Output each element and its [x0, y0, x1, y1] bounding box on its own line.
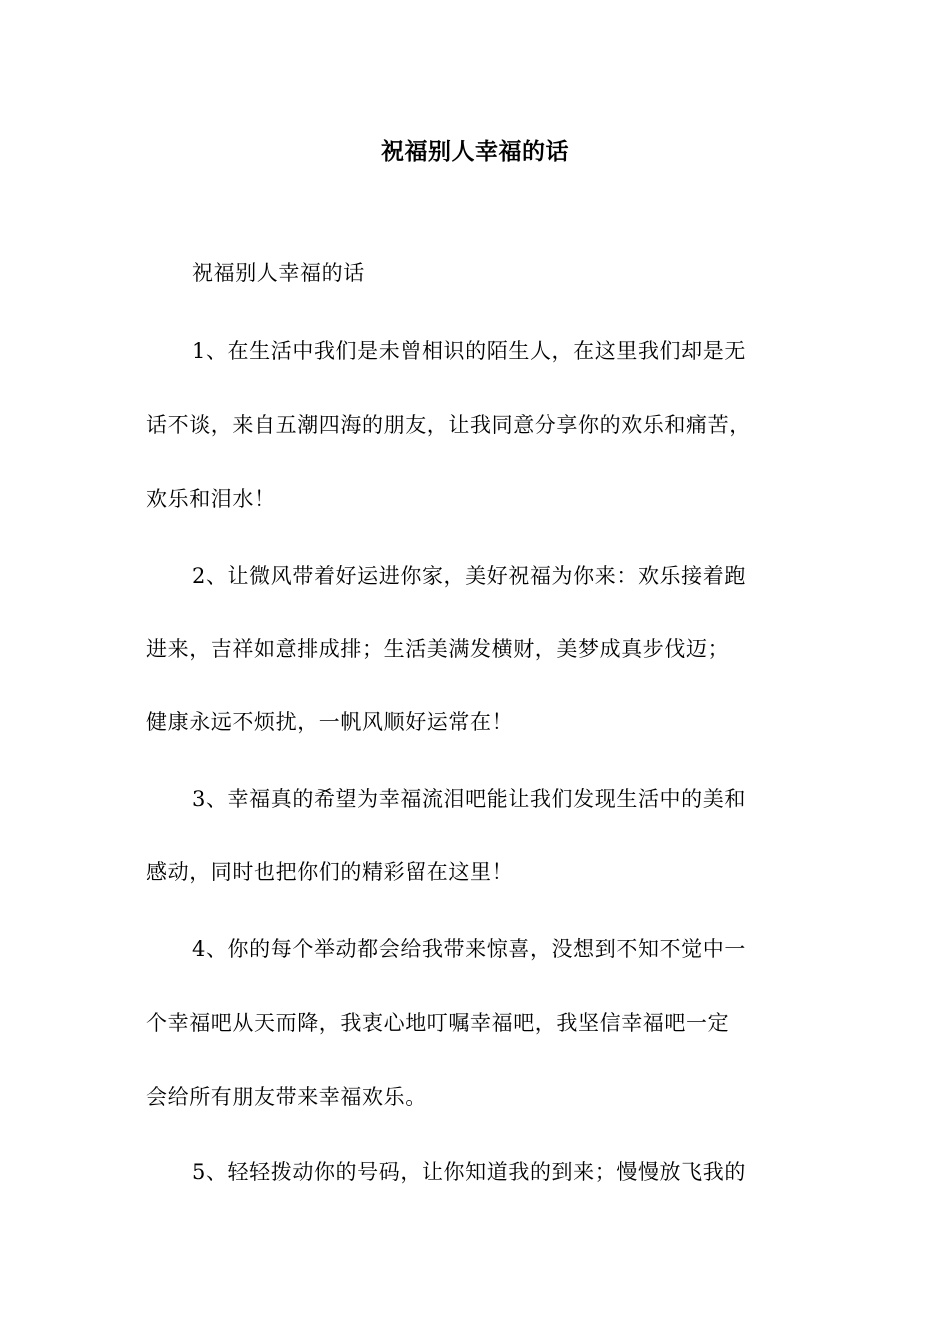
paragraph-line: 欢乐和泪水！ — [146, 487, 276, 511]
paragraph-line: 2、让微风带着好运进你家，美好祝福为你来：欢乐接着跑 — [192, 564, 746, 588]
paragraph-line: 个幸福吧从天而降，我衷心地叮嘱幸福吧，我坚信幸福吧一定 — [146, 1011, 730, 1035]
paragraph-line: 进来，吉祥如意排成排；生活美满发横财，美梦成真步伐迈； — [146, 637, 730, 661]
paragraph-line: 3、幸福真的希望为幸福流泪吧能让我们发现生活中的美和 — [192, 787, 746, 811]
document-title: 祝福别人幸福的话 — [381, 139, 569, 165]
paragraph-line: 4、你的每个举动都会给我带来惊喜，没想到不知不觉中一 — [192, 937, 746, 961]
paragraph-line: 1、在生活中我们是未曾相识的陌生人，在这里我们却是无 — [192, 339, 746, 363]
paragraph-line: 会给所有朋友带来幸福欢乐。 — [146, 1085, 427, 1109]
subtitle-line: 祝福别人幸福的话 — [192, 261, 365, 285]
paragraph-line: 感动，同时也把你们的精彩留在这里！ — [146, 860, 514, 884]
paragraph-line: 话不谈，来自五潮四海的朋友，让我同意分享你的欢乐和痛苦， — [146, 413, 751, 437]
paragraph-line: 5、轻轻拨动你的号码，让你知道我的到来；慢慢放飞我的 — [192, 1160, 746, 1184]
paragraph-line: 健康永远不烦扰，一帆风顺好运常在！ — [146, 710, 514, 734]
